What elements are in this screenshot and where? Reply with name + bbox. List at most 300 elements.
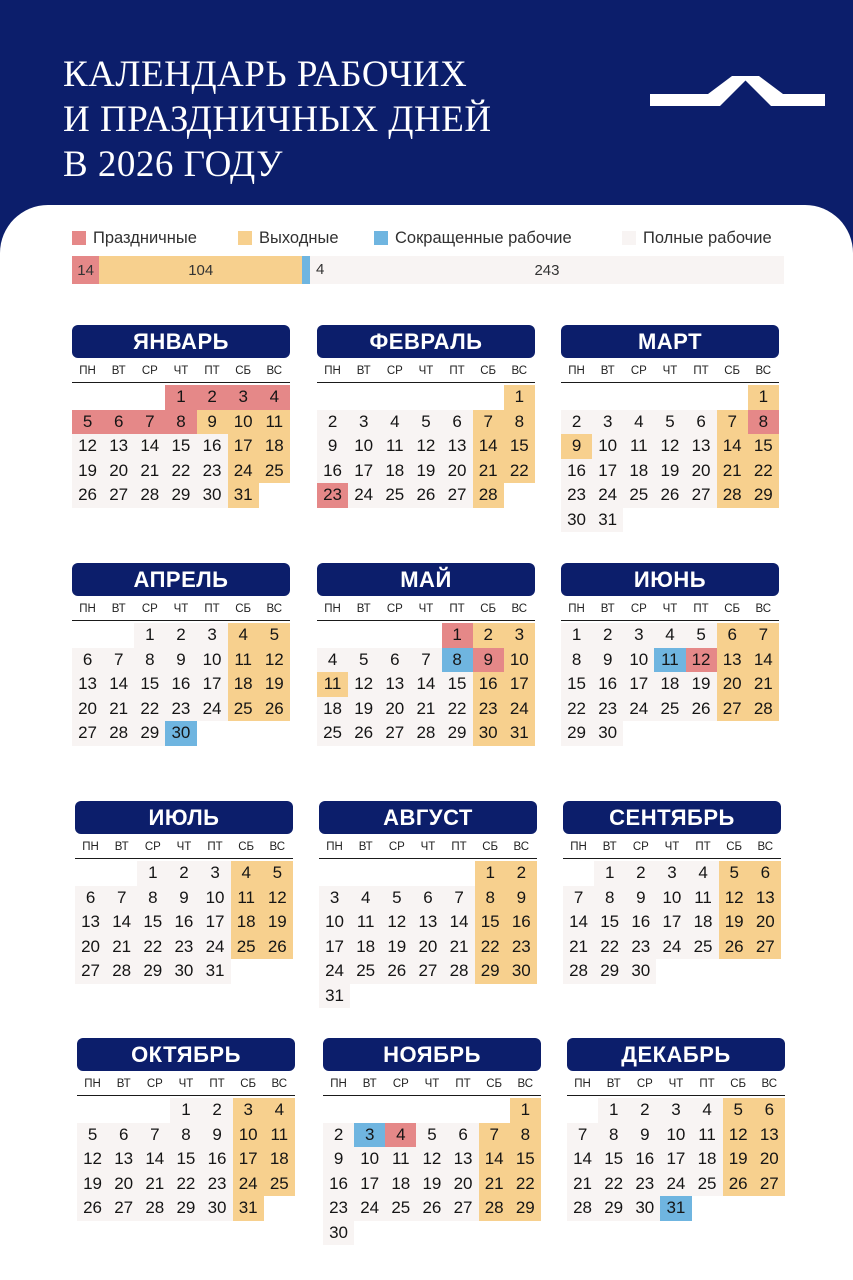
empty-cell xyxy=(410,385,441,410)
day-cell: 9 xyxy=(473,648,504,673)
day-cell: 20 xyxy=(442,459,473,484)
weekday-header xyxy=(77,1076,295,1096)
day-cell: 1 xyxy=(137,861,168,886)
day-cell: 27 xyxy=(448,1196,479,1221)
weekday-label: ВС xyxy=(513,841,530,853)
title-line-3: В 2026 ГОДУ xyxy=(63,144,283,185)
day-cell: 2 xyxy=(202,1098,233,1123)
day-cell: 30 xyxy=(165,721,196,746)
day-cell: 15 xyxy=(137,910,168,935)
day-cell: 23 xyxy=(592,697,623,722)
month-december xyxy=(567,1038,785,1221)
weekday-label: СР xyxy=(146,1078,163,1090)
day-cell: 11 xyxy=(385,1147,416,1172)
day-cell: 24 xyxy=(354,1196,385,1221)
weekday-label: ВТ xyxy=(600,365,615,377)
day-grid xyxy=(567,1098,785,1221)
day-cell: 4 xyxy=(623,410,654,435)
day-cell: 7 xyxy=(473,410,504,435)
day-cell: 13 xyxy=(717,648,748,673)
day-cell: 6 xyxy=(103,410,134,435)
day-cell: 3 xyxy=(197,623,228,648)
day-cell: 17 xyxy=(623,672,654,697)
day-cell: 6 xyxy=(686,410,717,435)
weekday-header xyxy=(319,839,537,859)
empty-cell xyxy=(139,1098,170,1123)
day-cell: 5 xyxy=(410,410,441,435)
weekday-label: ЧТ xyxy=(418,365,434,377)
day-cell: 9 xyxy=(168,886,199,911)
day-cell: 26 xyxy=(719,935,750,960)
month-title: АПРЕЛЬ xyxy=(72,563,290,596)
day-cell: 15 xyxy=(748,434,779,459)
day-cell: 28 xyxy=(103,721,134,746)
day-cell: 9 xyxy=(317,434,348,459)
month-title: ИЮЛЬ xyxy=(75,801,293,834)
day-cell: 6 xyxy=(72,648,103,673)
day-cell: 8 xyxy=(134,648,165,673)
day-cell: 27 xyxy=(103,483,134,508)
weekday-label: ПН xyxy=(574,1078,591,1090)
day-cell: 22 xyxy=(165,459,196,484)
day-cell: 24 xyxy=(233,1172,264,1197)
weekday-label: ПТ xyxy=(451,841,467,853)
month-july xyxy=(75,801,293,984)
day-cell: 29 xyxy=(594,959,625,984)
day-cell: 19 xyxy=(72,459,103,484)
weekday-label: ЧТ xyxy=(176,841,192,853)
day-cell: 15 xyxy=(475,910,506,935)
day-cell: 29 xyxy=(561,721,592,746)
month-title: СЕНТЯБРЬ xyxy=(563,801,781,834)
month-title: АВГУСТ xyxy=(319,801,537,834)
day-grid xyxy=(561,385,779,532)
day-cell: 3 xyxy=(660,1098,691,1123)
weekday-label: ВТ xyxy=(111,365,126,377)
day-cell: 20 xyxy=(103,459,134,484)
day-cell: 17 xyxy=(319,935,350,960)
day-cell: 22 xyxy=(598,1172,629,1197)
weekday-label: ВС xyxy=(511,603,528,615)
empty-cell xyxy=(348,385,379,410)
weekday-label: ВС xyxy=(755,603,772,615)
day-cell: 12 xyxy=(723,1123,754,1148)
day-cell: 4 xyxy=(350,886,381,911)
day-cell: 10 xyxy=(233,1123,264,1148)
day-cell: 14 xyxy=(444,910,475,935)
day-cell: 20 xyxy=(717,672,748,697)
day-grid xyxy=(563,861,781,984)
day-cell: 4 xyxy=(317,648,348,673)
empty-cell xyxy=(75,861,106,886)
day-cell: 8 xyxy=(748,410,779,435)
day-cell: 2 xyxy=(317,410,348,435)
title-line-1: КАЛЕНДАРЬ РАБОЧИХ xyxy=(63,54,468,95)
month-title: ИЮНЬ xyxy=(561,563,779,596)
empty-cell xyxy=(77,1098,108,1123)
weekday-label: СР xyxy=(386,365,403,377)
weekday-header xyxy=(561,601,779,621)
day-grid xyxy=(75,861,293,984)
day-cell: 28 xyxy=(134,483,165,508)
weekday-label: ВС xyxy=(266,603,283,615)
legend-label: Сокращенные рабочие xyxy=(395,228,572,247)
day-cell: 21 xyxy=(567,1172,598,1197)
day-cell: 14 xyxy=(139,1147,170,1172)
day-cell: 1 xyxy=(442,623,473,648)
day-cell: 2 xyxy=(323,1123,354,1148)
day-cell: 30 xyxy=(168,959,199,984)
empty-cell xyxy=(134,385,165,410)
day-cell: 24 xyxy=(504,697,535,722)
day-cell: 15 xyxy=(134,672,165,697)
day-cell: 15 xyxy=(510,1147,541,1172)
day-cell: 11 xyxy=(228,648,259,673)
day-cell: 31 xyxy=(592,508,623,533)
day-cell: 25 xyxy=(379,483,410,508)
weekend-count: 104 xyxy=(99,256,302,284)
day-grid xyxy=(77,1098,295,1221)
legend-label: Полные рабочие xyxy=(643,228,772,247)
day-cell: 7 xyxy=(106,886,137,911)
weekday-label: СБ xyxy=(235,365,252,377)
day-cell: 11 xyxy=(688,886,719,911)
weekday-label: ПТ xyxy=(449,603,465,615)
day-cell: 23 xyxy=(625,935,656,960)
day-cell: 3 xyxy=(228,385,259,410)
day-cell: 19 xyxy=(381,935,412,960)
weekday-label: ВТ xyxy=(356,365,371,377)
day-cell: 25 xyxy=(350,959,381,984)
day-cell: 22 xyxy=(510,1172,541,1197)
day-cell: 4 xyxy=(688,861,719,886)
short-count xyxy=(302,256,310,284)
day-cell: 26 xyxy=(259,697,290,722)
day-cell: 28 xyxy=(717,483,748,508)
page-title xyxy=(63,52,492,187)
day-cell: 27 xyxy=(717,697,748,722)
weekday-label: ВТ xyxy=(362,1078,377,1090)
weekday-label: СР xyxy=(630,365,647,377)
month-title: ДЕКАБРЬ xyxy=(567,1038,785,1071)
legend-item-working xyxy=(622,228,772,248)
empty-cell xyxy=(72,623,103,648)
day-cell: 27 xyxy=(75,959,106,984)
empty-cell xyxy=(410,623,441,648)
day-cell: 29 xyxy=(442,721,473,746)
day-cell: 20 xyxy=(686,459,717,484)
day-cell: 5 xyxy=(348,648,379,673)
day-cell: 17 xyxy=(504,672,535,697)
weekday-header xyxy=(317,363,535,383)
weekday-label: ПН xyxy=(84,1078,101,1090)
weekday-label: ПТ xyxy=(699,1078,715,1090)
day-cell: 4 xyxy=(259,385,290,410)
day-cell: 20 xyxy=(72,697,103,722)
weekday-label: ПТ xyxy=(449,365,465,377)
legend-label: Праздничные xyxy=(93,228,197,247)
day-cell: 15 xyxy=(598,1147,629,1172)
day-cell: 21 xyxy=(717,459,748,484)
legend-label: Выходные xyxy=(259,228,339,247)
day-cell: 21 xyxy=(444,935,475,960)
empty-cell xyxy=(416,1098,447,1123)
day-cell: 13 xyxy=(448,1147,479,1172)
day-cell: 17 xyxy=(228,434,259,459)
weekday-label: ВТ xyxy=(602,841,617,853)
day-cell: 10 xyxy=(319,910,350,935)
day-cell: 10 xyxy=(656,886,687,911)
weekday-label: ПТ xyxy=(455,1078,471,1090)
day-cell: 14 xyxy=(106,910,137,935)
day-cell: 4 xyxy=(379,410,410,435)
day-cell: 5 xyxy=(719,861,750,886)
day-cell: 18 xyxy=(623,459,654,484)
day-cell: 1 xyxy=(510,1098,541,1123)
day-cell: 30 xyxy=(473,721,504,746)
empty-cell xyxy=(319,861,350,886)
day-cell: 1 xyxy=(748,385,779,410)
day-cell: 26 xyxy=(77,1196,108,1221)
weekday-label: ПН xyxy=(330,1078,347,1090)
weekday-label: ЧТ xyxy=(668,1078,684,1090)
day-cell: 14 xyxy=(563,910,594,935)
day-cell: 21 xyxy=(473,459,504,484)
weekday-label: ЧТ xyxy=(420,841,436,853)
empty-cell xyxy=(103,623,134,648)
weekday-label: СБ xyxy=(480,365,497,377)
empty-cell xyxy=(623,385,654,410)
day-cell: 21 xyxy=(139,1172,170,1197)
day-cell: 14 xyxy=(748,648,779,673)
day-cell: 19 xyxy=(719,910,750,935)
day-cell: 13 xyxy=(412,910,443,935)
weekday-header xyxy=(323,1076,541,1096)
weekday-label: ВС xyxy=(761,1078,778,1090)
day-cell: 13 xyxy=(75,910,106,935)
day-cell: 2 xyxy=(625,861,656,886)
day-cell: 11 xyxy=(379,434,410,459)
day-cell: 28 xyxy=(567,1196,598,1221)
day-cell: 26 xyxy=(723,1172,754,1197)
day-cell: 21 xyxy=(134,459,165,484)
month-april xyxy=(72,563,290,746)
weekday-label: СБ xyxy=(482,841,499,853)
day-cell: 1 xyxy=(594,861,625,886)
day-cell: 13 xyxy=(379,672,410,697)
day-grid xyxy=(317,623,535,746)
day-grid xyxy=(72,623,290,746)
day-cell: 20 xyxy=(750,910,781,935)
empty-cell xyxy=(473,385,504,410)
day-cell: 29 xyxy=(137,959,168,984)
empty-cell xyxy=(348,623,379,648)
weekday-label: ПН xyxy=(570,841,587,853)
day-cell: 1 xyxy=(170,1098,201,1123)
empty-cell xyxy=(379,623,410,648)
weekday-label: ЧТ xyxy=(418,603,434,615)
day-cell: 7 xyxy=(748,623,779,648)
weekday-header xyxy=(75,839,293,859)
title-line-2: И ПРАЗДНИЧНЫХ ДНЕЙ xyxy=(63,99,492,140)
day-cell: 15 xyxy=(442,672,473,697)
holiday-count: 14 xyxy=(72,256,99,284)
day-cell: 30 xyxy=(592,721,623,746)
weekday-label: ВТ xyxy=(111,603,126,615)
day-cell: 31 xyxy=(319,984,350,1009)
day-cell: 25 xyxy=(231,935,262,960)
day-cell: 26 xyxy=(686,697,717,722)
day-cell: 14 xyxy=(479,1147,510,1172)
day-cell: 10 xyxy=(228,410,259,435)
day-cell: 15 xyxy=(165,434,196,459)
day-cell: 10 xyxy=(623,648,654,673)
day-cell: 30 xyxy=(323,1221,354,1246)
weekday-label: ВС xyxy=(271,1078,288,1090)
day-cell: 1 xyxy=(561,623,592,648)
day-cell: 30 xyxy=(506,959,537,984)
day-cell: 3 xyxy=(592,410,623,435)
day-cell: 14 xyxy=(103,672,134,697)
day-cell: 19 xyxy=(348,697,379,722)
day-cell: 31 xyxy=(233,1196,264,1221)
month-march xyxy=(561,325,779,532)
empty-cell xyxy=(106,861,137,886)
weekday-label: ВТ xyxy=(114,841,129,853)
days-summary-bar xyxy=(72,256,784,284)
empty-cell xyxy=(354,1098,385,1123)
day-cell: 1 xyxy=(134,623,165,648)
day-cell: 13 xyxy=(750,886,781,911)
day-cell: 10 xyxy=(197,648,228,673)
day-cell: 29 xyxy=(510,1196,541,1221)
day-cell: 21 xyxy=(103,697,134,722)
legend-item-short xyxy=(374,228,572,248)
day-cell: 14 xyxy=(567,1147,598,1172)
day-cell: 9 xyxy=(165,648,196,673)
day-cell: 18 xyxy=(385,1172,416,1197)
day-cell: 4 xyxy=(385,1123,416,1148)
day-cell: 15 xyxy=(561,672,592,697)
day-cell: 27 xyxy=(412,959,443,984)
day-cell: 27 xyxy=(754,1172,785,1197)
day-cell: 12 xyxy=(262,886,293,911)
day-cell: 9 xyxy=(625,886,656,911)
weekday-label: ПН xyxy=(326,841,343,853)
day-cell: 27 xyxy=(72,721,103,746)
day-cell: 7 xyxy=(444,886,475,911)
day-cell: 9 xyxy=(629,1123,660,1148)
day-cell: 13 xyxy=(72,672,103,697)
day-cell: 29 xyxy=(475,959,506,984)
day-cell: 28 xyxy=(563,959,594,984)
day-cell: 20 xyxy=(754,1147,785,1172)
month-august xyxy=(319,801,537,1008)
weekday-header xyxy=(567,1076,785,1096)
weekday-header xyxy=(72,601,290,621)
day-cell: 5 xyxy=(723,1098,754,1123)
month-title: МАЙ xyxy=(317,563,535,596)
day-cell: 31 xyxy=(228,483,259,508)
brand-logo-icon xyxy=(650,72,825,108)
empty-cell xyxy=(72,385,103,410)
day-cell: 24 xyxy=(228,459,259,484)
day-cell: 4 xyxy=(264,1098,295,1123)
weekday-header xyxy=(72,363,290,383)
day-cell: 16 xyxy=(323,1172,354,1197)
day-cell: 25 xyxy=(385,1196,416,1221)
weekday-label: ВС xyxy=(755,365,772,377)
day-cell: 29 xyxy=(170,1196,201,1221)
day-cell: 8 xyxy=(170,1123,201,1148)
day-cell: 29 xyxy=(748,483,779,508)
day-cell: 17 xyxy=(197,672,228,697)
day-cell: 3 xyxy=(233,1098,264,1123)
weekday-label: ПТ xyxy=(204,603,220,615)
day-cell: 23 xyxy=(165,697,196,722)
day-cell: 2 xyxy=(165,623,196,648)
weekday-label: ЧТ xyxy=(424,1078,440,1090)
weekday-label: ЧТ xyxy=(173,365,189,377)
month-february xyxy=(317,325,535,508)
month-may xyxy=(317,563,535,746)
day-cell: 7 xyxy=(567,1123,598,1148)
day-cell: 7 xyxy=(139,1123,170,1148)
day-cell: 11 xyxy=(259,410,290,435)
day-cell: 23 xyxy=(202,1172,233,1197)
day-cell: 11 xyxy=(231,886,262,911)
weekday-label: ПН xyxy=(324,603,341,615)
day-cell: 1 xyxy=(598,1098,629,1123)
day-cell: 11 xyxy=(350,910,381,935)
empty-cell xyxy=(323,1098,354,1123)
weekday-label: ПТ xyxy=(693,365,709,377)
weekday-label: ЧТ xyxy=(178,1078,194,1090)
weekday-label: СБ xyxy=(235,603,252,615)
day-cell: 16 xyxy=(629,1147,660,1172)
day-cell: 25 xyxy=(654,697,685,722)
day-cell: 16 xyxy=(317,459,348,484)
day-cell: 27 xyxy=(379,721,410,746)
month-september xyxy=(563,801,781,984)
weekday-label: СР xyxy=(144,841,161,853)
day-cell: 23 xyxy=(561,483,592,508)
weekday-label: ВТ xyxy=(606,1078,621,1090)
day-cell: 3 xyxy=(656,861,687,886)
day-cell: 30 xyxy=(197,483,228,508)
day-cell: 16 xyxy=(506,910,537,935)
day-cell: 24 xyxy=(660,1172,691,1197)
day-cell: 13 xyxy=(754,1123,785,1148)
day-cell: 8 xyxy=(594,886,625,911)
weekday-label: СБ xyxy=(726,841,743,853)
day-cell: 24 xyxy=(319,959,350,984)
day-cell: 18 xyxy=(317,697,348,722)
day-cell: 19 xyxy=(77,1172,108,1197)
day-cell: 2 xyxy=(168,861,199,886)
weekday-label: СР xyxy=(386,603,403,615)
day-cell: 16 xyxy=(592,672,623,697)
day-cell: 30 xyxy=(629,1196,660,1221)
empty-cell xyxy=(561,385,592,410)
day-cell: 12 xyxy=(259,648,290,673)
day-cell: 17 xyxy=(660,1147,691,1172)
day-cell: 17 xyxy=(354,1172,385,1197)
day-cell: 3 xyxy=(623,623,654,648)
day-cell: 23 xyxy=(317,483,348,508)
weekday-label: СБ xyxy=(724,365,741,377)
day-cell: 3 xyxy=(504,623,535,648)
